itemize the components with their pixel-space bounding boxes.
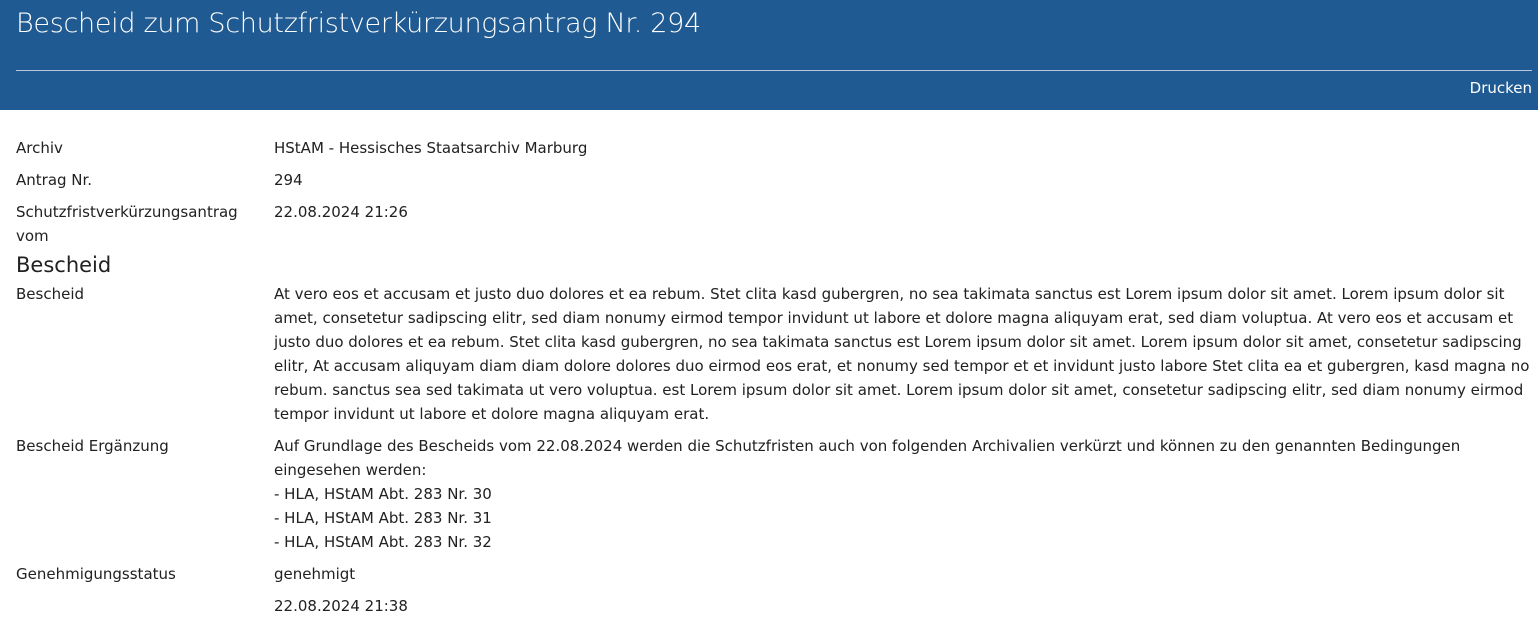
page-header	[0, 0, 1538, 110]
decision-details	[16, 136, 1532, 626]
row-bescheid	[16, 282, 1532, 426]
bescheid-ergaenzung-label: Bescheid Ergänzung	[16, 437, 169, 455]
row-genehmigungsstatus	[16, 562, 1532, 618]
antrag-nr-value: 294	[274, 171, 303, 189]
page-title: Bescheid zum Schutzfristverkürzungsantrag Nr. 294	[16, 8, 701, 39]
archiv-label: Archiv	[16, 139, 63, 157]
archiv-value: HStAM - Hessisches Staatsarchiv Marburg	[274, 139, 588, 157]
ergaenzung-item: - HLA, HStAM Abt. 283 Nr. 31	[274, 509, 492, 527]
ergaenzung-intro: Auf Grundlage des Bescheids vom 22.08.2024 werden die Schutzfristen auch von folgenden Archivalien verkürzt und können zu den genannten Bedingungen eingesehen werden:	[274, 437, 1461, 479]
genehmigungsstatus-label: Genehmigungsstatus	[16, 565, 176, 583]
ergaenzung-item: - HLA, HStAM Abt. 283 Nr. 32	[274, 533, 492, 551]
bescheid-heading: Bescheid	[16, 253, 112, 277]
status-text: genehmigt	[274, 565, 356, 583]
antrag-vom-value: 22.08.2024 21:26	[274, 203, 408, 221]
bescheid-label: Bescheid	[16, 285, 85, 303]
header-divider	[16, 70, 1532, 71]
status-date: 22.08.2024 21:38	[274, 597, 408, 615]
print-link[interactable]: Drucken	[1469, 79, 1532, 97]
row-antrag-vom	[16, 200, 1532, 248]
antrag-nr-label: Antrag Nr.	[16, 171, 93, 189]
bescheid-text: At vero eos et accusam et justo duo dolores et ea rebum. Stet clita kasd gubergren, no sea takimata sanctus est Lorem ipsum dolor sit amet. Lorem ipsum dolor sit amet, consetetur sadipscing elitr, sed diam nonumy eirmod tempor invidunt ut labore et dolore magna aliquyam erat, sed diam voluptua. At vero eos et accusam et justo duo dolores et ea rebum. Stet clita kasd gubergren, no sea takimata sanctus est Lorem ipsum dolor sit amet. Lorem ipsum dolor sit amet, consetetur sadipscing elitr, At accusam aliquyam diam diam dolore dolores duo eirmod eos erat, et nonumy sed tempor et et invidunt justo labore Stet clita ea et gubergren, kasd magna no rebum. sanctus sea sed takimata ut vero voluptua. est Lorem ipsum dolor sit amet. Lorem ipsum dolor sit amet, consetetur sadipscing elitr, sed diam nonumy eirmod tempor invidunt ut labore et dolore magna aliquyam erat.	[274, 285, 1530, 423]
ergaenzung-item: - HLA, HStAM Abt. 283 Nr. 30	[274, 485, 492, 503]
row-archiv	[16, 136, 1532, 160]
row-bescheid-ergaenzung	[16, 434, 1532, 554]
genehmigungsstatus-value	[274, 562, 1532, 618]
bescheid-ergaenzung-value	[274, 434, 1532, 554]
row-antrag-nr	[16, 168, 1532, 192]
antrag-vom-label: Schutzfristverkürzungsantrag vom	[16, 203, 238, 245]
